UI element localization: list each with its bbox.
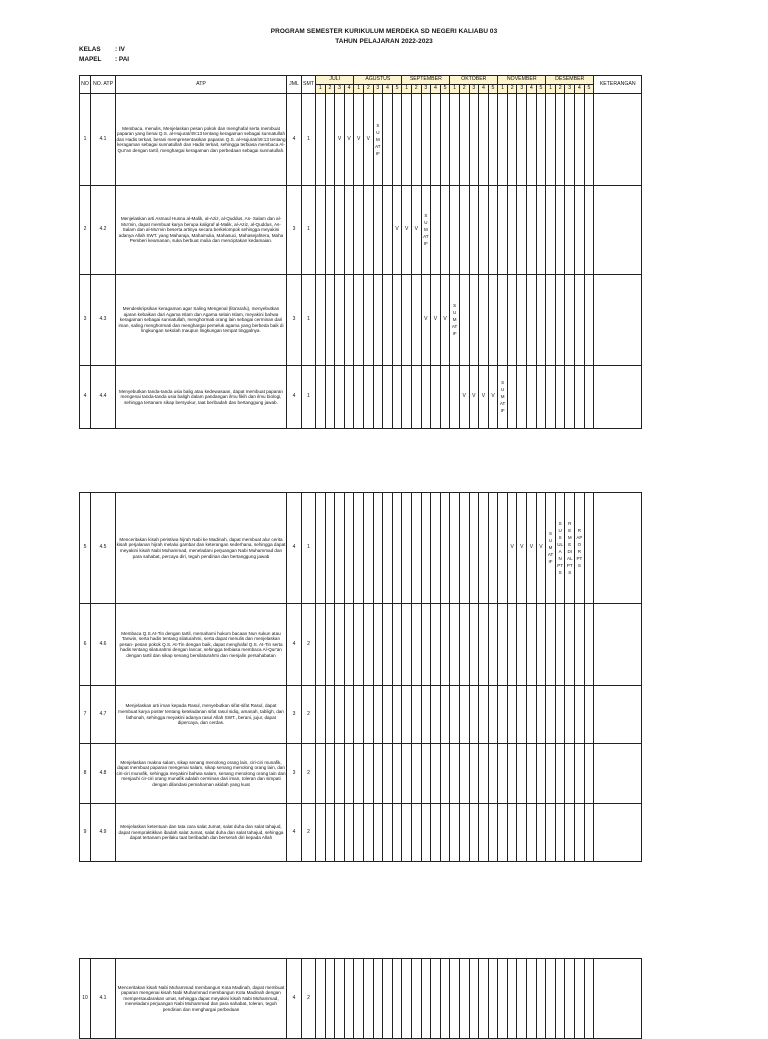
row-smt: 2 — [302, 959, 316, 1039]
check-mark: V — [517, 493, 527, 604]
header-atp: ATP — [116, 76, 287, 94]
row-smt: 2 — [302, 604, 316, 686]
row-atp: 4.6 — [91, 604, 116, 686]
row-no: 4 — [80, 366, 91, 429]
table-row — [80, 744, 642, 804]
table-row — [80, 275, 642, 366]
kelas-line — [79, 46, 125, 53]
header-month-juli: JULI — [316, 76, 354, 85]
row-desc: Mendeskripsikan keragaman agar Saling Mengenal (lita'arafu), menyebutkan ajaran kebaikan dari Agama Islam dan Agama selain Islam, meyakini bahwa keragaman sebagai sunnatullah, menghormati orang lain sebagai cerminan dari iman, saling menghormati dan menghargai pemeluk agama yang berbeda baik di lingkungan sekolah maupun lingkungan tempat tinggalnya. — [116, 275, 287, 366]
row-jml: 3 — [287, 744, 302, 804]
row-jml: 4 — [287, 804, 302, 862]
table-row — [80, 804, 642, 862]
row-atp: 4.5 — [91, 493, 116, 604]
week-header: 5 — [392, 85, 402, 94]
check-mark: V — [431, 275, 441, 366]
row-no: 2 — [80, 186, 91, 275]
check-mark: V — [402, 186, 412, 275]
row-desc: Menceritakan kisah peristiwa hijrah Nabi ke Madinah, dapat membuat alur cerita kisah perjalanan hijrah melalui gambar dan keterangan sederhana, sehingga dapat meyakini kisah Nabi Muhammad, meneladani perjuangan Nabi Muhammad dan para sahabat, percaya diri, teguh pendirian dan bertanggung jawab — [116, 493, 287, 604]
document-title: PROGRAM SEMESTER KURIKULUM MERDEKA SD NEGERI KALIABU 03 — [270, 28, 498, 35]
document-subtitle: TAHUN PELAJARAN 2022-2023 — [335, 38, 433, 45]
row-desc: Menceritakan kisah Nabi Muhammad membangun Kota Madinah, dapat membuat paparan mengenai kisah Nabi Muhammad membangun Kota Madinah dengan mempersaudarakan umat, sehingga dapat meyakini kisah Nabi Muhammad, meneladani perjuangan Nabi Muhammad dan para sahabat, toleran, teguh pendirian dan menghargai perbedaan — [116, 959, 287, 1039]
header-month-desember: DESEMBER — [546, 76, 594, 85]
row-no: 10 — [80, 959, 91, 1039]
row-desc: Membaca Q.S.At-Tin dengan tartil, memahami hukum bacaan Nun sukun atau Tanwin, serta hadis tentang silaturahmi, serta dapat menulis dan menjelaskan pesan- pesan pokok Q.S. At-Tin dengan baik, dapat menghafal Q.S. At-Tin serta hadis tentang silaturahmi dengan lancar, sehingga terbiasa membaca Al-Qur'an dengan tartil dan sikap senang bersilaturahmi dan menjalin persahabatan — [116, 604, 287, 686]
week-header: 3 — [565, 85, 575, 94]
row-jml: 3 — [287, 186, 302, 275]
week-header: 1 — [450, 85, 460, 94]
header-no-atp: NO. ATP — [91, 76, 116, 94]
row-atp: 4.8 — [91, 744, 116, 804]
check-mark: V — [479, 366, 489, 429]
sumatif-label: SUMATIF — [499, 380, 506, 414]
table-row — [80, 186, 642, 275]
row-jml: 4 — [287, 94, 302, 186]
mapel-label: MAPEL — [79, 56, 102, 63]
row-no: 7 — [80, 686, 91, 744]
week-header: 2 — [507, 85, 517, 94]
check-mark: V — [440, 275, 450, 366]
row-smt: 1 — [302, 493, 316, 604]
row-smt: 1 — [302, 275, 316, 366]
check-mark: V — [411, 186, 421, 275]
week-header: 5 — [440, 85, 450, 94]
program-table-block-1 — [79, 75, 642, 429]
row-smt: 2 — [302, 744, 316, 804]
check-mark: V — [354, 94, 364, 186]
row-no: 9 — [80, 804, 91, 862]
row-desc: Menjelaskan arti iman kepada Rasul, menyebutkan sifat-sifat Rasul, dapat membuat karya poster tentang keteladanan sifat rasul sidiq, amanah, tabligh, dan fathonah, sehingga meyakini adanya rasul Allah SWT., berani, jujur, dapat dipercaya, dan cerdas. — [116, 686, 287, 744]
week-header: 2 — [555, 85, 565, 94]
week-header: 2 — [363, 85, 373, 94]
row-no: 3 — [80, 275, 91, 366]
week-header: 5 — [536, 85, 546, 94]
week-header: 5 — [584, 85, 594, 94]
check-mark: V — [335, 94, 345, 186]
header-jml: JML — [287, 76, 302, 94]
sumatif-label: SUMATIF — [547, 531, 554, 565]
week-header: 4 — [479, 85, 489, 94]
row-jml: 4 — [287, 366, 302, 429]
check-mark: V — [344, 94, 354, 186]
row-jml: 3 — [287, 686, 302, 744]
row-desc: Menyebutkan tanda-tanda usia balig atau kedewasaan, dapat membuat paparan mengenai tanda-tanda usia baligh dalam pandangan ilmu fikih dan ilmu biologi, sehingga tertanam sikap bersyukur, taat beribadah dan bertanggung jawab. — [116, 366, 287, 429]
row-smt: 1 — [302, 186, 316, 275]
header-smt: SMT — [302, 76, 316, 94]
check-mark: V — [421, 275, 431, 366]
table-row — [80, 959, 642, 1039]
check-mark: V — [488, 366, 498, 429]
week-header: 3 — [373, 85, 383, 94]
row-desc: Menjelaskan ketentuan dan tata cara salat Jumat, salat duha dan salat tahajud, dapat mempraktikkan ibadah salat Jumat, salat duha dan salat tahajud, sehingga dapat tertanam perilaku taat beribadah dan berserah diri kepada Allah — [116, 804, 287, 862]
rapor-pts-label: RAPOR PTS — [576, 527, 583, 568]
row-desc: Menjelaskan arti Asmaul Husna al-Malik, al-Aziz, al-Quddus, As- Salam dan al-Mu'min, dapat membuat karya berupa kaligraf al-Malik, al-Aziz, al-Quddus, As-Salam dan al-Mu'min beserta artinya secara berkelompok sehingga meyakini adanya Allah SWT. yang Maharaja, Mahamulia, Mahasuci, Mahasejahtera, Maha Pemberi keamanan, suka berbuat mulia dan menciptakan kedamaian. — [116, 186, 287, 275]
week-header: 2 — [411, 85, 421, 94]
check-mark: V — [527, 493, 537, 604]
week-header: 1 — [546, 85, 556, 94]
row-smt: 1 — [302, 366, 316, 429]
program-table-block-2 — [79, 492, 642, 862]
mapel-value: : PAI — [115, 56, 130, 63]
week-header: 3 — [469, 85, 479, 94]
sumatif-label: SUMATIF — [451, 303, 458, 337]
table-row — [80, 493, 642, 604]
row-jml: 3 — [287, 275, 302, 366]
check-mark: V — [459, 366, 469, 429]
week-header: 1 — [402, 85, 412, 94]
header-no: NO — [80, 76, 91, 94]
week-header: 2 — [325, 85, 335, 94]
row-no: 8 — [80, 744, 91, 804]
header-month-oktober: OKTOBER — [450, 76, 498, 85]
sumatif-label: SUMATIF — [375, 122, 381, 156]
row-atp: 4.4 — [91, 366, 116, 429]
row-no: 5 — [80, 493, 91, 604]
table-row — [80, 94, 642, 186]
row-smt: 2 — [302, 686, 316, 744]
row-jml: 4 — [287, 493, 302, 604]
row-jml: 4 — [287, 959, 302, 1039]
row-atp: 4.9 — [91, 804, 116, 862]
row-no: 6 — [80, 604, 91, 686]
row-jml: 4 — [287, 604, 302, 686]
remedial-pts-label: REMEDIAL PTS — [566, 520, 573, 575]
week-header: 4 — [575, 85, 585, 94]
week-header: 1 — [354, 85, 364, 94]
susulan-pts-label: SUSULAN PTS — [557, 520, 564, 575]
week-header: 5 — [488, 85, 498, 94]
check-mark: V — [507, 493, 517, 604]
sumatif-label: SUMATIF — [423, 213, 429, 247]
header-month-november: NOVEMBER — [498, 76, 546, 85]
row-no: 1 — [80, 94, 91, 186]
check-mark: V — [363, 94, 373, 186]
week-header: 1 — [498, 85, 508, 94]
week-header: 3 — [421, 85, 431, 94]
row-atp: 4.1 — [91, 959, 116, 1039]
header-month-agustus: AGUSTUS — [354, 76, 402, 85]
row-atp: 4.7 — [91, 686, 116, 744]
check-mark: V — [536, 493, 546, 604]
row-smt: 1 — [302, 94, 316, 186]
week-header: 1 — [316, 85, 326, 94]
table-row — [80, 366, 642, 429]
kelas-value: : IV — [115, 46, 125, 53]
program-table-block-3 — [79, 958, 642, 1039]
table-row — [80, 686, 642, 744]
week-header: 3 — [517, 85, 527, 94]
header-keterangan: KETERANGAN — [594, 76, 642, 94]
row-desc: Membaca, menulis, Menjelaskan pesan pokok dan menghafal serta membuat paparan yang benai Q.S. al-Hujurat/49:13 tentang keragaman sebagai sunnatullah dan Hadis terkait, berani mempresentasikan paparan Q.S. al-Hujurat/49:13 tentang keragaman sebagai sunnatullah dan Hadis terkait, sehingga terbiasa membaca Al-Qur'an dengan tartil, menghargai keragaman dan perbedaan sebagai sunnatullah. — [116, 94, 287, 186]
week-header: 2 — [459, 85, 469, 94]
week-header: 4 — [431, 85, 441, 94]
check-mark: V — [392, 186, 402, 275]
table-row — [80, 604, 642, 686]
row-atp: 4.1 — [91, 94, 116, 186]
kelas-label: KELAS — [79, 46, 101, 53]
week-header: 4 — [383, 85, 393, 94]
header-month-september: SEPTEMBER — [402, 76, 450, 85]
week-header: 4 — [344, 85, 354, 94]
check-mark: V — [469, 366, 479, 429]
week-header: 3 — [335, 85, 345, 94]
row-atp: 4.3 — [91, 275, 116, 366]
row-atp: 4.2 — [91, 186, 116, 275]
week-header: 4 — [527, 85, 537, 94]
row-desc: Menjelaskan makna salam, sikap senang menolong orang lain, ciri-ciri munafik, dapat membuat paparan mengenai salam, sikap senang menolong orang lain, dan ciri-ciri munafik, sehingga meyakini bahwa salam, senang menolong orang lain dan menjauhi cir-ciri orang munafik adalah cerminan dari iman, toleran dan simpati dengan dilandasi pemahaman akidah yang kuat — [116, 744, 287, 804]
mapel-line — [79, 56, 129, 63]
row-smt: 2 — [302, 804, 316, 862]
